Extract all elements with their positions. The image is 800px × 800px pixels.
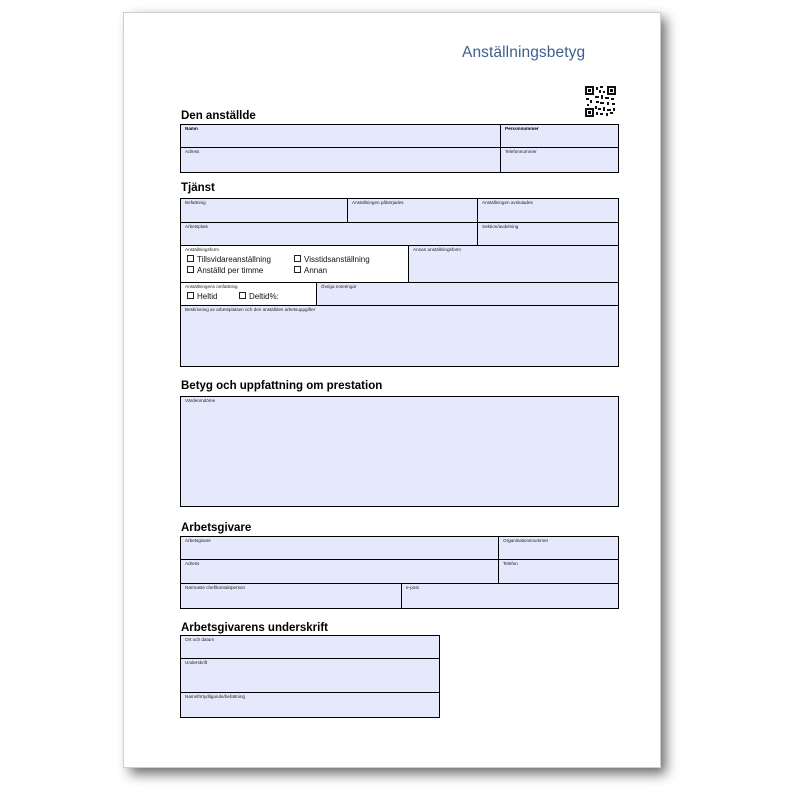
other-employment-form-field[interactable] — [409, 246, 618, 283]
section-heading-rating: Betyg och uppfattning om prestation — [181, 380, 383, 392]
employee-address-label: Adress — [185, 149, 200, 154]
signature-field[interactable] — [181, 659, 439, 693]
service-row-1 — [181, 199, 618, 223]
employer-row-1 — [181, 537, 618, 560]
personal-number-field[interactable] — [501, 125, 618, 148]
employer-phone-label: Telefon — [503, 561, 518, 566]
employment-started-label: Anställningen påbörjades — [352, 200, 404, 205]
section-heading-employer: Arbetsgivare — [181, 522, 252, 534]
checkbox-fixed-term[interactable] — [294, 255, 301, 262]
service-row-2 — [181, 223, 618, 246]
employment-ended-label: Anställningen avslutades — [482, 200, 533, 205]
employer-form — [180, 536, 619, 609]
employee-phone-field[interactable] — [501, 148, 618, 172]
option-fixed-term[interactable]: Visstidsanställning — [294, 255, 370, 264]
signature-form — [180, 635, 440, 718]
checkbox-permanent[interactable] — [187, 255, 194, 262]
personal-number-label: Personnummer — [505, 126, 539, 131]
checkbox-hourly[interactable] — [187, 266, 194, 273]
assessment-label: Värdeomdöme — [185, 398, 216, 403]
option-hourly[interactable]: Anställd per timme — [187, 266, 263, 275]
position-field[interactable] — [181, 199, 348, 223]
position-label: Befattning — [185, 200, 206, 205]
employee-form — [180, 124, 619, 173]
other-notes-field[interactable] — [317, 283, 618, 306]
employment-form-label: Anställningsform — [185, 247, 219, 252]
department-field[interactable] — [478, 223, 618, 246]
place-date-field[interactable] — [181, 636, 439, 659]
job-description-field[interactable] — [181, 306, 618, 366]
employer-email-label: e-post — [406, 585, 419, 590]
section-heading-service: Tjänst — [181, 182, 215, 194]
signature-row-2 — [181, 659, 439, 693]
signature-label: Underskrift — [185, 660, 208, 665]
employee-row-1 — [181, 125, 618, 148]
option-full-time[interactable]: Heltid — [187, 292, 217, 301]
contact-person-label: Närmaste chef/kontaktperson — [185, 585, 246, 590]
assessment-field[interactable] — [181, 397, 618, 506]
contact-person-field[interactable] — [181, 584, 402, 608]
document-title: Anställningsbetyg — [462, 44, 586, 61]
employee-row-2 — [181, 148, 618, 172]
service-form — [180, 198, 619, 367]
employer-row-2 — [181, 560, 618, 584]
employment-started-field[interactable] — [348, 199, 478, 223]
department-label: Sektion/avdelning — [482, 224, 519, 229]
employee-phone-label: Telefonnummer — [505, 149, 537, 154]
signature-row-3 — [181, 693, 439, 717]
org-number-label: Organisationsnummer — [503, 538, 549, 543]
checkbox-part-time[interactable] — [239, 292, 246, 299]
signature-row-1 — [181, 636, 439, 659]
service-row-3 — [181, 246, 618, 283]
name-title-label: Namnförtydligande/befattning — [185, 694, 246, 699]
name-title-field[interactable] — [181, 693, 439, 717]
workplace-label: Arbetsplats — [185, 224, 208, 229]
place-date-label: Ort och datum — [185, 637, 215, 642]
checkbox-other[interactable] — [294, 266, 301, 273]
rating-form — [180, 396, 619, 507]
section-heading-employee: Den anställde — [181, 110, 256, 122]
employer-name-label: Arbetsgivare — [185, 538, 211, 543]
section-heading-signature: Arbetsgivarens underskrift — [181, 622, 328, 634]
other-notes-label: Övriga noteringar — [321, 284, 357, 289]
checkbox-full-time[interactable] — [187, 292, 194, 299]
name-label: Namn — [185, 126, 198, 131]
employer-phone-field[interactable] — [499, 560, 618, 584]
employer-name-field[interactable] — [181, 537, 499, 560]
rating-row — [181, 397, 618, 506]
job-description-label: Beskrivning av arbetsplatsen och den anställdes arbetsuppgifter — [185, 307, 316, 312]
option-permanent[interactable]: Tillsvidareanställning — [187, 255, 271, 264]
option-part-time[interactable]: Deltid%: — [239, 292, 279, 301]
employer-row-3 — [181, 584, 618, 608]
employment-scope-field — [181, 283, 317, 306]
option-other[interactable]: Annan — [294, 266, 327, 275]
service-row-4 — [181, 283, 618, 306]
employment-scope-label: Anställningens omfattning — [185, 284, 238, 289]
org-number-field[interactable] — [499, 537, 618, 560]
qr-code-icon — [585, 86, 616, 117]
workplace-field[interactable] — [181, 223, 478, 246]
employer-address-field[interactable] — [181, 560, 499, 584]
employee-address-field[interactable] — [181, 148, 501, 172]
service-row-5 — [181, 306, 618, 366]
employer-email-field[interactable] — [402, 584, 618, 608]
name-field[interactable] — [181, 125, 501, 148]
other-employment-form-label: Annan anställningsform — [413, 247, 462, 252]
employment-ended-field[interactable] — [478, 199, 618, 223]
employer-address-label: Adress — [185, 561, 200, 566]
employment-form-field — [181, 246, 409, 283]
